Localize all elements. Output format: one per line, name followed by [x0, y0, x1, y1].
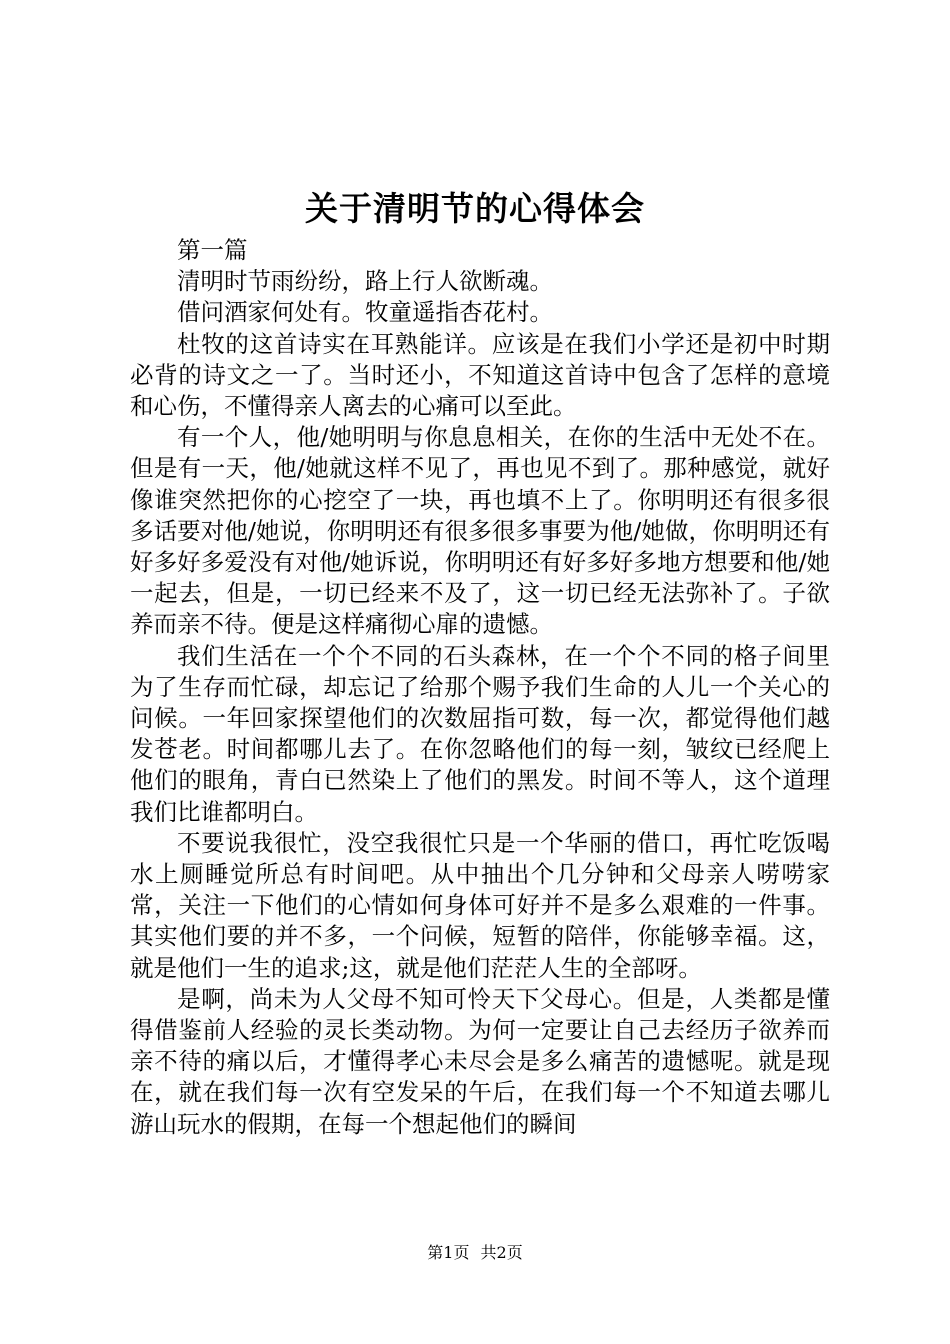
document-body [130, 235, 830, 1140]
body-paragraph: 不要说我很忙，没空我很忙只是一个华丽的借口，再忙吃饭喝水上厕睡觉所总有时间吧。从中抽出个几分钟和父母亲人唠唠家常，关注一下他们的心情如何身体可好并不是多么艰难的一件事。其实他们要的并不多，一个问候，短暂的陪伴，你能够幸福。这，就是他们一生的追求;这，就是他们茫茫人生的全部呀。 [130, 828, 830, 982]
section-heading: 第一篇 [177, 236, 248, 264]
page-total: 共2页 [480, 1243, 523, 1262]
page-number: 第1页 [427, 1243, 470, 1262]
body-paragraph: 杜牧的这首诗实在耳熟能详。应该是在我们小学还是初中时期必背的诗文之一了。当时还小，不知道这首诗中包含了怎样的意境和心伤，不懂得亲人离去的心痛可以至此。 [130, 329, 830, 421]
body-paragraph: 是啊，尚未为人父母不知可怜天下父母心。但是，人类都是懂得借鉴前人经验的灵长类动物。为何一定要让自己去经历子欲养而亲不待的痛以后，才懂得孝心未尽会是多么痛苦的遗憾呢。就是现在，就在我们每一次有空发呆的午后，在我们每一个不知道去哪儿游山玩水的假期，在每一个想起他们的瞬间 [130, 984, 830, 1138]
poem-line-1: 清明时节雨纷纷，路上行人欲断魂。 [177, 267, 553, 296]
poem-line-2: 借问酒家何处有。牧童遥指杏花村。 [177, 298, 553, 327]
document-title: 关于清明节的心得体会 [305, 189, 645, 228]
body-paragraph: 我们生活在一个个不同的石头森林，在一个个不同的格子间里为了生存而忙碌，却忘记了给那个赐予我们生命的人儿一个关心的问候。一年回家探望他们的次数屈指可数，每一次，都觉得他们越发苍老。时间都哪儿去了。在你忽略他们的每一刻，皱纹已经爬上他们的眼角，青白已然染上了他们的黑发。时间不等人，这个道理我们比谁都明白。 [130, 641, 830, 826]
body-paragraph: 有一个人，他/她明明与你息息相关，在你的生活中无处不在。但是有一天，他/她就这样不见了，再也见不到了。那种感觉，就好像谁突然把你的心挖空了一块，再也填不上了。你明明还有很多很多话要对他/她说，你明明还有很多很多事要为他/她做，你明明还有好多好多爱没有对他/她诉说，你明明还有好多好多地方想要和他/她一起去，但是，一切已经来不及了，这一切已经无法弥补了。子欲养而亲不待。便是这样痛彻心扉的遗憾。 [130, 423, 830, 639]
page-footer [0, 1241, 950, 1265]
